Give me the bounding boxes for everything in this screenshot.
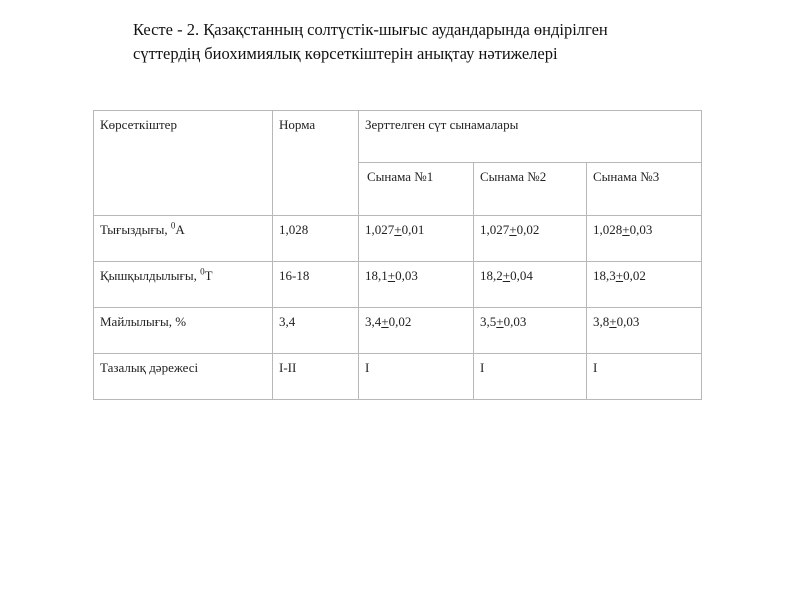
row-sample-1: 3,4+0,02 bbox=[359, 308, 474, 354]
caption-line-1: Кесте - 2. Қазақстанның солтүстік-шығыс аудандарында өндірілген bbox=[133, 20, 608, 39]
row-sample-1: 1,027+0,01 bbox=[359, 216, 474, 262]
row-sample-2: 18,2+0,04 bbox=[474, 262, 587, 308]
results-table bbox=[93, 110, 702, 400]
header-row bbox=[94, 111, 702, 163]
row-sample-1: 18,1+0,03 bbox=[359, 262, 474, 308]
header-norm: Норма bbox=[273, 111, 359, 216]
row-name: Қышқылдылығы, $^0$Т bbox=[94, 262, 273, 308]
row-sample-3: I bbox=[587, 354, 702, 400]
row-norm: 16-18 bbox=[273, 262, 359, 308]
caption-line-2: сүттердің биохимиялық көрсеткіштерін анықтау нәтижелері bbox=[133, 44, 558, 63]
row-sample-2: 1,027+0,02 bbox=[474, 216, 587, 262]
row-name: Майлылығы, % bbox=[94, 308, 273, 354]
row-sample-3: 1,028+0,03 bbox=[587, 216, 702, 262]
row-name: Тығыздығы, $^0$А bbox=[94, 216, 273, 262]
table-row bbox=[94, 354, 702, 400]
table-caption bbox=[133, 18, 773, 66]
row-norm: 3,4 bbox=[273, 308, 359, 354]
row-sample-2: 3,5+0,03 bbox=[474, 308, 587, 354]
header-sample-3: Сынама №3 bbox=[587, 163, 702, 216]
row-norm: 1,028 bbox=[273, 216, 359, 262]
table-row bbox=[94, 308, 702, 354]
header-indicators: Көрсеткіштер bbox=[94, 111, 273, 216]
header-samples-group: Зерттелген сүт сынамалары bbox=[359, 111, 702, 163]
row-sample-1: I bbox=[359, 354, 474, 400]
row-name: Тазалық дәрежесі bbox=[94, 354, 273, 400]
row-sample-3: 3,8+0,03 bbox=[587, 308, 702, 354]
row-sample-2: I bbox=[474, 354, 587, 400]
table-row bbox=[94, 262, 702, 308]
header-sample-2: Сынама №2 bbox=[474, 163, 587, 216]
row-norm: I-II bbox=[273, 354, 359, 400]
table-row bbox=[94, 216, 702, 262]
row-sample-3: 18,3+0,02 bbox=[587, 262, 702, 308]
header-sample-1: Сынама №1 bbox=[359, 163, 474, 216]
